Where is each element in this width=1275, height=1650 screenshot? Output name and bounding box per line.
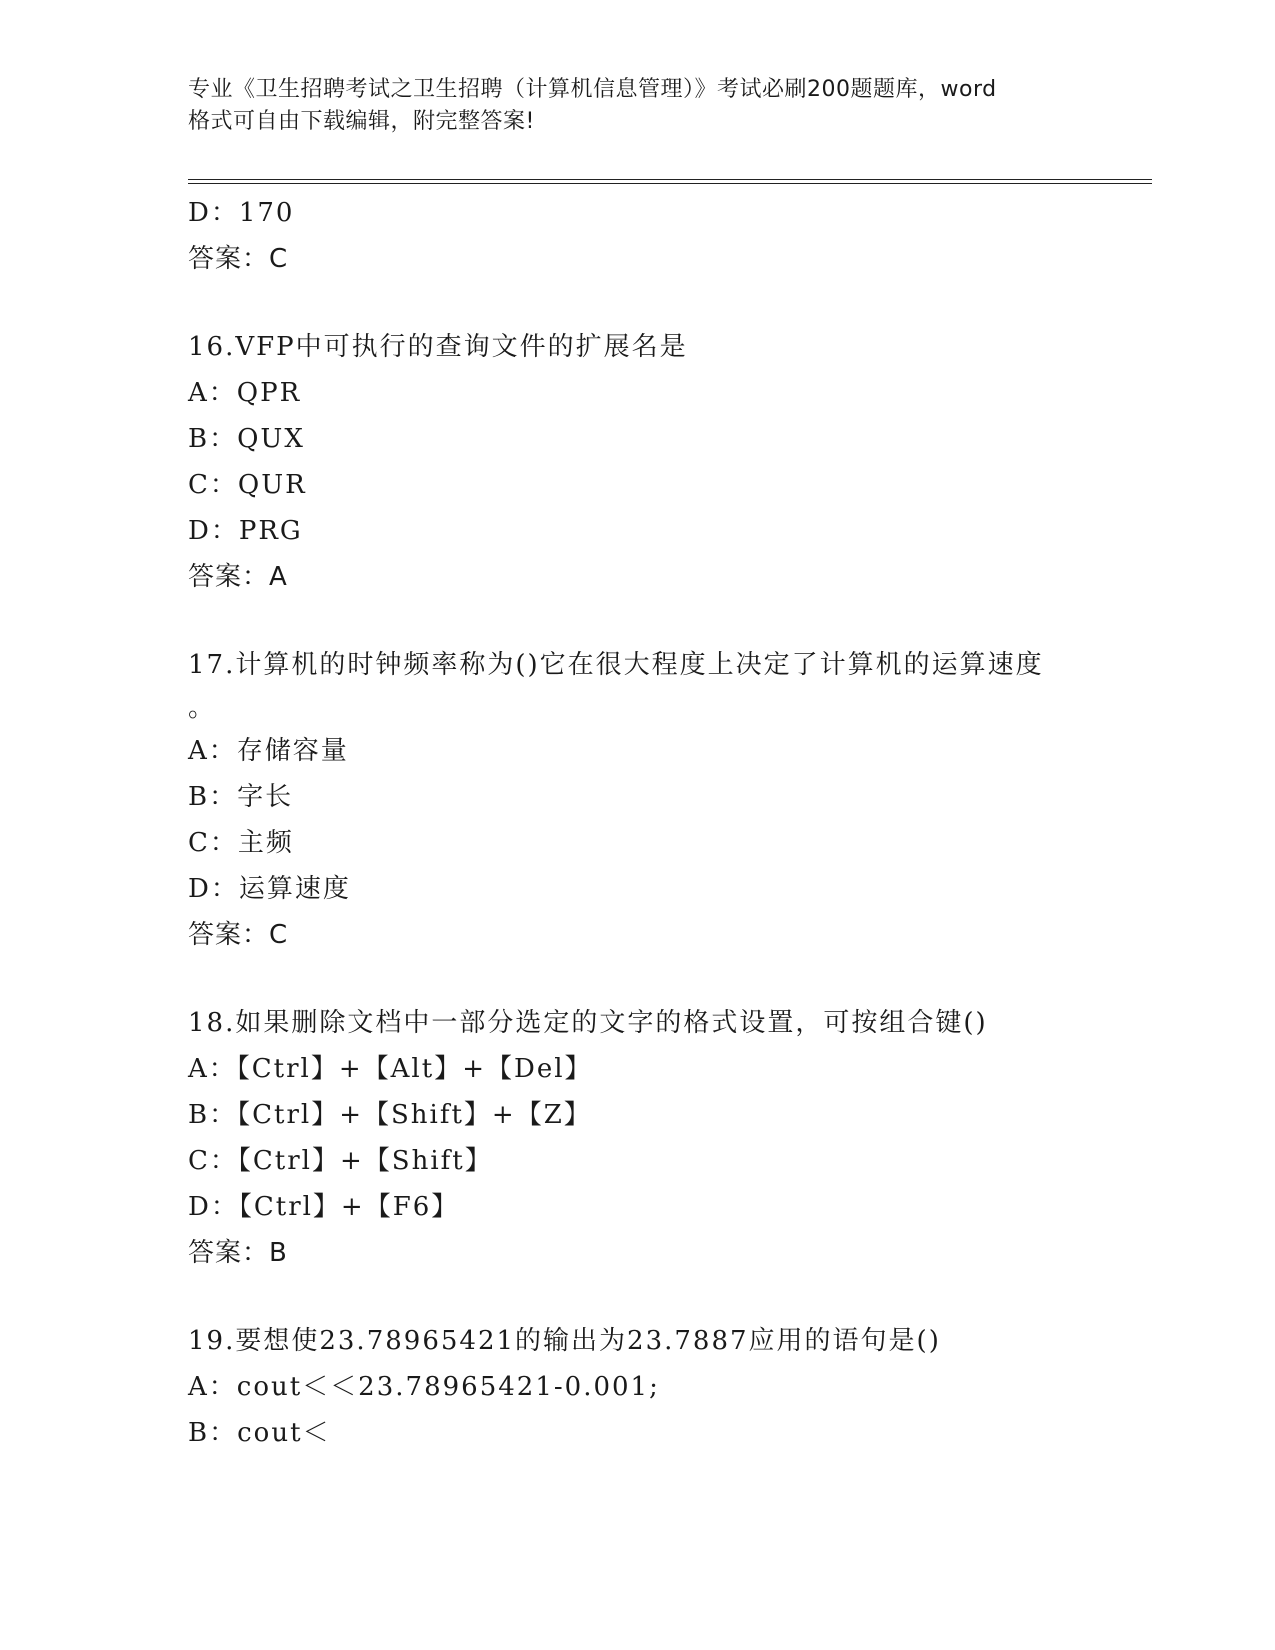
option-a: A：cout＜＜23.78965421-0.001; [188,1372,660,1402]
option-b: B：【Ctrl】+【Shift】+【Z】 [188,1100,592,1130]
option-c: C：QUR [188,470,307,500]
question-19 [188,1318,1088,1456]
option-b: B：字长 [188,782,294,812]
option-b: B：cout＜ [188,1418,331,1448]
option-d: D：【Ctrl】+【F6】 [188,1192,460,1222]
question-text: 17.计算机的时钟频率称为()它在很大程度上决定了计算机的运算速度 [188,650,1044,680]
option-a: A：【Ctrl】+【Alt】+【Del】 [188,1054,593,1084]
question-16 [188,324,1088,600]
option-b: B：QUX [188,424,305,454]
answer: 答案：C [188,244,289,274]
option-a: A：存储容量 [188,736,349,766]
option-a: A：QPR [188,378,302,408]
question-text: 18.如果删除文档中一部分选定的文字的格式设置，可按组合键() [188,1008,988,1038]
option-d: D：运算速度 [188,874,351,904]
option-d: D：170 [188,198,295,228]
question-18 [188,1000,1088,1276]
header-title-line-2: 格式可自由下载编辑，附完整答案! [188,109,535,134]
answer: 答案：B [188,1238,288,1268]
header-divider [188,179,1152,184]
answer: 答案：C [188,920,289,950]
document-header [188,74,1108,138]
question-text-continued: 。 [188,693,215,723]
question-text: 16.VFP中可执行的查询文件的扩展名是 [188,332,688,362]
option-d: D：PRG [188,516,303,546]
question-15 [188,190,1088,282]
question-text: 19.要想使23.78965421的输出为23.7887应用的语句是() [188,1326,941,1356]
header-title-line-1: 专业《卫生招聘考试之卫生招聘（计算机信息管理）》考试必刷200题题库，word [188,77,997,102]
option-c: C：主频 [188,828,294,858]
answer: 答案：A [188,562,288,592]
question-list [188,190,1088,1456]
option-c: C：【Ctrl】+【Shift】 [188,1146,493,1176]
question-17 [188,642,1088,958]
